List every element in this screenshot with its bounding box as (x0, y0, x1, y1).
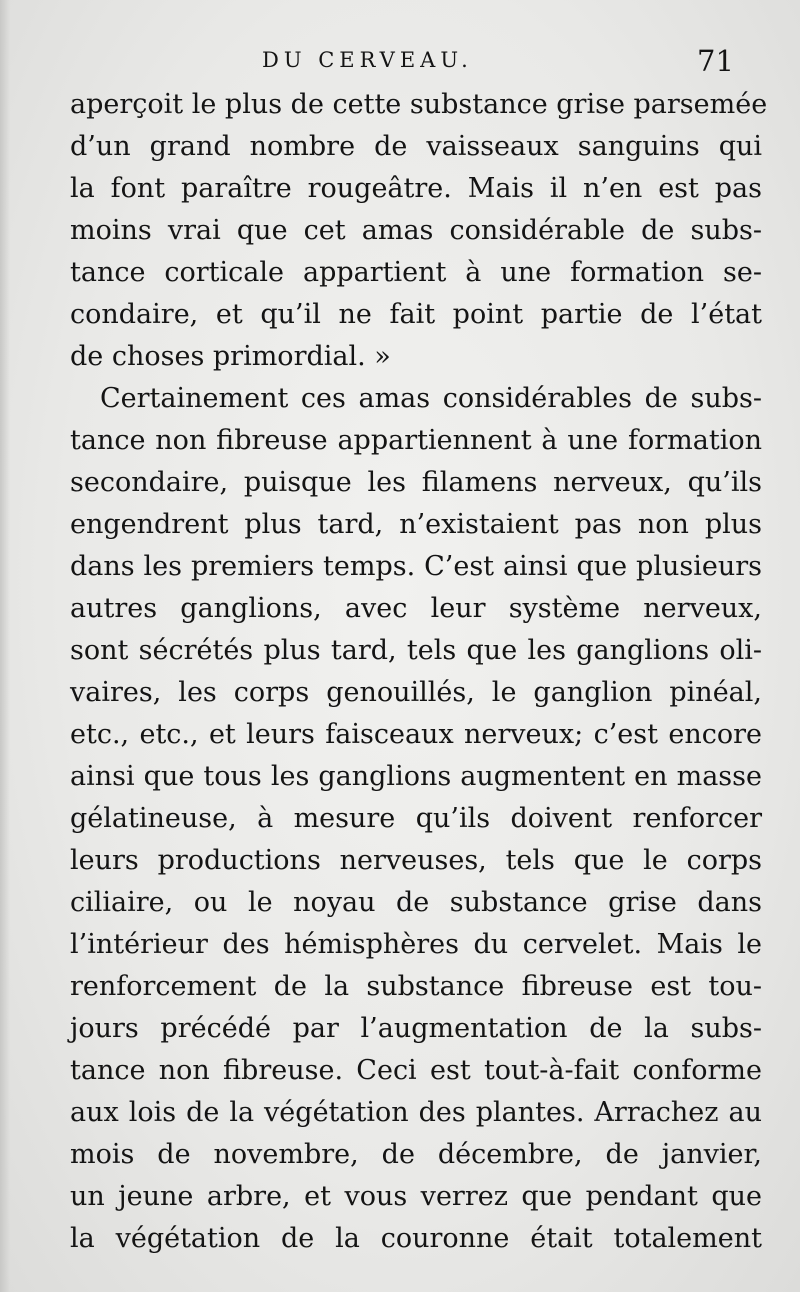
paragraph-1 (70, 84, 768, 378)
text-line: Certainement ces amas considérables de subs- (100, 383, 762, 414)
text-line: aux lois de la végétation des plantes. Arrachez au (70, 1097, 762, 1128)
body-text (70, 84, 768, 1260)
text-line: condaire, et qu’il ne fait point partie de l’état (70, 299, 762, 330)
text-line: ainsi que tous les ganglions augmentent en masse (70, 761, 762, 792)
text-line: moins vrai que cet amas considérable de subs- (70, 215, 762, 246)
text-line: etc., etc., et leurs faisceaux nerveux; c’est encore (70, 719, 762, 750)
paragraph-2 (70, 378, 762, 1260)
running-head (0, 44, 800, 84)
text-line: sont sécrétés plus tard, tels que les ganglions oli- (70, 635, 762, 666)
text-line: autres ganglions, avec leur système nerveux, (70, 593, 762, 624)
text-line: tance non fibreuse. Ceci est tout-à-fait conforme (70, 1055, 762, 1086)
text-line: mois de novembre, de décembre, de janvier, (70, 1139, 762, 1170)
text-line: jours précédé par l’augmentation de la subs- (70, 1013, 762, 1044)
text-line: de choses primordial. » (70, 341, 391, 372)
running-title: DU CERVEAU. (262, 48, 473, 72)
text-line: tance non fibreuse appartiennent à une formation (70, 425, 762, 456)
text-line: ciliaire, ou le noyau de substance grise dans (70, 887, 762, 918)
text-line: d’un grand nombre de vaisseaux sanguins qui (70, 131, 762, 162)
text-line: aperçoit le plus de cette substance grise parsemée (70, 89, 768, 120)
page-number: 71 (697, 44, 734, 78)
text-line: l’intérieur des hémisphères du cervelet. Mais le (70, 929, 762, 960)
text-line: gélatineuse, à mesure qu’ils doivent renforcer (70, 803, 762, 834)
text-line: tance corticale appartient à une formation se- (70, 257, 762, 288)
page-edge-shadow (0, 0, 10, 1292)
text-line: engendrent plus tard, n’existaient pas non plus (70, 509, 762, 540)
text-line: un jeune arbre, et vous verrez que pendant que (70, 1181, 762, 1212)
text-line: la végétation de la couronne était totalement (70, 1223, 762, 1254)
text-line: vaires, les corps genouillés, le ganglion pinéal, (70, 677, 762, 708)
text-line: la font paraître rougeâtre. Mais il n’en est pas (70, 173, 762, 204)
text-line: leurs productions nerveuses, tels que le corps (70, 845, 762, 876)
text-line: secondaire, puisque les filamens nerveux, qu’ils (70, 467, 762, 498)
text-line: renforcement de la substance fibreuse est tou- (70, 971, 762, 1002)
text-line: dans les premiers temps. C’est ainsi que plusieurs (70, 551, 762, 582)
